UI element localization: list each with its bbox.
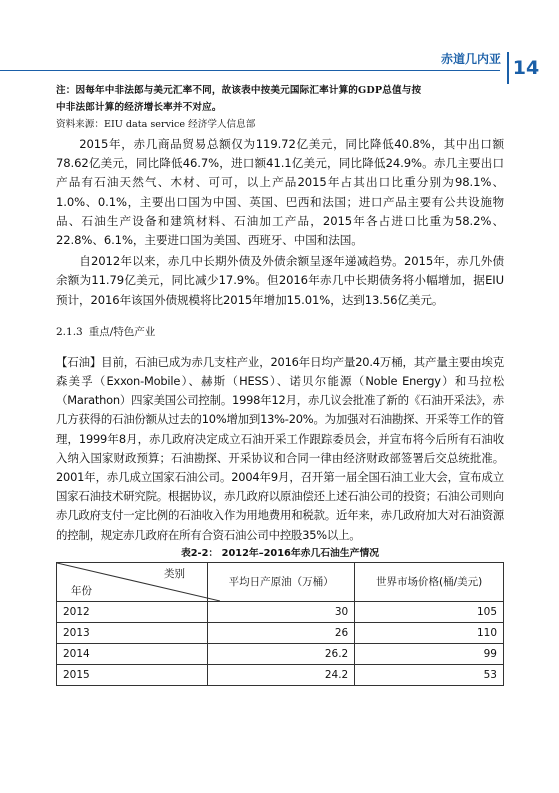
oil-production-table	[56, 562, 504, 686]
output-cell: 30	[208, 601, 355, 622]
table-header-row	[57, 562, 504, 601]
section-title: 重点/特色产业	[88, 325, 156, 338]
section-heading	[56, 325, 504, 339]
table-corner-cell	[57, 562, 208, 601]
year-cell: 2014	[57, 643, 208, 664]
table-row	[57, 664, 504, 685]
oil-paragraph: 【石油】目前，石油已成为赤几支柱产业，2016年日均产量20.4万桶，其产量主要由埃克森美孚（Exxon-Mobile）、赫斯（HESS）、诺贝尔能源（Noble Energy）和马拉松（Marathon）四家美国公司控制。1998年12月，赤几议会批准了新的《石油开采法》，赤几方获得的石油份额从过去的10%增加到13%-20%。为加强对石油勘探、开采等工作的管理，1999年8月，赤几政府决定成立石油开采工作跟踪委员会，并宣布将今后所有石油收入纳入国家财政预算；石油勘探、开采协议和合同一律由经济财政部签署后交总统批准。2001年，赤几成立国家石油公司。2004年9月，召开第一届全国石油工业大会，宣布成立国家石油技术研究院。根据协议，赤几政府以原油偿还上述石油公司的投资；石油公司则向赤几政府支付一定比例的石油收入作为用地费用和税款。近年来，赤几政府加大对石油资源的控制，规定赤几政府在所有合资石油公司中控股35%以上。	[56, 354, 504, 542]
corner-year-label: 年份	[71, 584, 92, 597]
header-rule	[0, 70, 500, 71]
price-cell: 53	[355, 664, 504, 685]
column-header-price: 世界市场价格(桶/美元)	[355, 562, 504, 601]
table-row	[57, 601, 504, 622]
year-cell: 2015	[57, 664, 208, 685]
output-cell: 26.2	[208, 643, 355, 664]
price-cell: 110	[355, 622, 504, 643]
table-note-line-1: 注：因每年中非法郎与美元汇率不同，故该表中按美元国际汇率计算的GDP总值与按	[56, 85, 422, 96]
corner-category-label: 类别	[164, 567, 185, 580]
output-cell: 24.2	[208, 664, 355, 685]
page-content	[56, 82, 504, 686]
output-cell: 26	[208, 622, 355, 643]
year-cell: 2013	[57, 622, 208, 643]
price-cell: 105	[355, 601, 504, 622]
data-source: 资料来源：EIU data service 经济学人信息部	[56, 119, 256, 130]
table-note-line-2: 中非法郎计算的经济增长率并不对应。	[56, 102, 222, 113]
header-title: 赤道几内亚	[440, 52, 501, 66]
section-number: 2.1.3	[56, 325, 83, 338]
table-row	[57, 622, 504, 643]
page-header	[0, 0, 559, 84]
price-cell: 99	[355, 643, 504, 664]
page-number: 14	[507, 52, 543, 84]
table-caption: 表2-2： 2012年–2016年赤几石油生产情况	[180, 547, 380, 559]
year-cell: 2012	[57, 601, 208, 622]
column-header-output: 平均日产原油（万桶）	[208, 562, 355, 601]
debt-paragraph: 自2012年以来，赤几中长期外债及外债余额呈逐年递减趋势。2015年，赤几外债余额为11.79亿美元，同比减少17.9%。但2016年赤几中长期债务将小幅增加，据EIU预计，2016年该国外债规模将比2015年增加15.01%，达到13.56亿美元。	[56, 254, 504, 307]
table-row	[57, 643, 504, 664]
trade-paragraph: 2015年，赤几商品贸易总额仅为119.72亿美元，同比降低40.8%，其中出口额78.62亿美元，同比降低46.7%，进口额41.1亿美元，同比降低24.9%。赤几主要出口产品有石油天然气、木材、可可，以上产品2015年占其出口比重分别为98.1%、1.0%、0.1%，主要出口国为中国、英国、巴西和法国；进口产品主要有公共设施物品、石油生产设备和建筑材料、石油加工产品，2015年各占进口比重为58.2%、22.8%、6.1%，主要进口国为美国、西班牙、中国和法国。	[56, 137, 504, 248]
